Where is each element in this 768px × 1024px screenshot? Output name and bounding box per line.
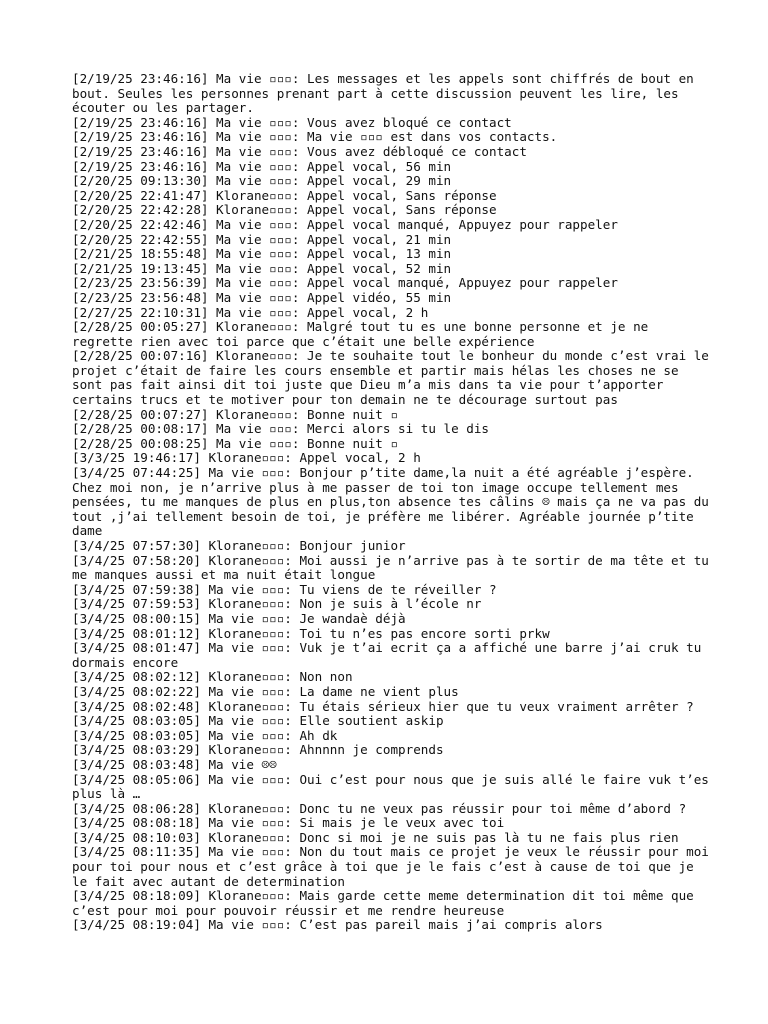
chat-line: [2/19/25 23:46:16] Ma vie ▫▫▫: Vous avez débloqué ce contact: [72, 143, 527, 159]
chat-line: [2/20/25 22:42:55] Ma vie ▫▫▫: Appel vocal, 21 min: [72, 231, 452, 247]
chat-line: [3/4/25 08:02:12] Klorane▫▫▫: Non non: [72, 669, 353, 685]
chat-line: [3/4/25 07:44:25] Ma vie ▫▫▫: Bonjour p’tite dame,la nuit a été agréable j’espère. Chez moi non, je n’arrive plus à me passer de toi ton image occupe tellement mes pensées, tu me manques de plus en plus,ton absence tes câlins ☹ mais ça ne va pas du tout ,j’ai tellement besoin de toi, je préfère me libérer. Agréable journée p’tite dame: [72, 465, 717, 539]
chat-export-page: [72, 71, 717, 933]
chat-line: [2/20/25 22:42:46] Ma vie ▫▫▫: Appel vocal manqué, Appuyez pour rappeler: [72, 216, 618, 232]
chat-line: [3/4/25 08:00:15] Ma vie ▫▫▫: Je wandaè déjà: [72, 610, 406, 626]
chat-line: [3/4/25 08:18:09] Klorane▫▫▫: Mais garde cette meme determination dit toi même que c’est pour moi pour pouvoir réussir et me rendre heureuse: [72, 888, 702, 918]
chat-line: [2/21/25 18:55:48] Ma vie ▫▫▫: Appel vocal, 13 min: [72, 246, 452, 262]
chat-line: [3/4/25 08:01:12] Klorane▫▫▫: Toi tu n’es pas encore sorti prkw: [72, 625, 550, 641]
chat-line: [3/4/25 08:03:05] Ma vie ▫▫▫: Ah dk: [72, 727, 338, 743]
chat-line: [3/4/25 08:01:47] Ma vie ▫▫▫: Vuk je t’ai ecrit ça a affiché une barre j’ai cruk tu dormais encore: [72, 640, 709, 670]
chat-line: [3/4/25 08:02:22] Ma vie ▫▫▫: La dame ne vient plus: [72, 683, 459, 699]
chat-line: [2/19/25 23:46:16] Ma vie ▫▫▫: Vous avez bloqué ce contact: [72, 114, 512, 130]
chat-line: [2/20/25 22:41:47] Klorane▫▫▫: Appel vocal, Sans réponse: [72, 187, 497, 203]
chat-line: [3/4/25 08:03:29] Klorane▫▫▫: Ahnnnn je comprends: [72, 742, 444, 758]
chat-line: [2/23/25 23:56:39] Ma vie ▫▫▫: Appel vocal manqué, Appuyez pour rappeler: [72, 275, 618, 291]
chat-line: [3/3/25 19:46:17] Klorane▫▫▫: Appel vocal, 2 h: [72, 450, 421, 466]
chat-line: [2/28/25 00:07:27] Klorane▫▫▫: Bonne nuit ▫: [72, 406, 399, 422]
chat-line: [3/4/25 07:58:20] Klorane▫▫▫: Moi aussi je n’arrive pas à te sortir de ma tête et tu me manques aussi et ma nuit était longue: [72, 552, 717, 583]
chat-line: [3/4/25 08:10:03] Klorane▫▫▫: Donc si moi je ne suis pas là tu ne fais plus rien: [72, 829, 679, 845]
chat-line: [3/4/25 07:57:30] Klorane▫▫▫: Bonjour junior: [72, 538, 406, 553]
chat-line: [2/19/25 23:46:16] Ma vie ▫▫▫: Les messages et les appels sont chiffrés de bout en bout. Seules les personnes prenant part à cette discussion peuvent les lire, les écouter ou les partager.: [72, 71, 702, 116]
chat-line: [2/28/25 00:08:25] Ma vie ▫▫▫: Bonne nuit ▫: [72, 435, 399, 451]
chat-line: [2/23/25 23:56:48] Ma vie ▫▫▫: Appel vidéo, 55 min: [72, 289, 452, 305]
chat-line: [2/21/25 19:13:45] Ma vie ▫▫▫: Appel vocal, 52 min: [72, 260, 452, 276]
chat-line: [2/28/25 00:08:17] Ma vie ▫▫▫: Merci alors si tu le dis: [72, 421, 490, 437]
chat-line: [2/20/25 22:42:28] Klorane▫▫▫: Appel vocal, Sans réponse: [72, 202, 497, 218]
chat-line: [2/28/25 00:07:16] Klorane▫▫▫: Je te souhaite tout le bonheur du monde c’est vrai le projet c’était de faire les cours ensemble et partir mais hélas les choses ne se sont pas fait ainsi dit toi juste que Dieu m’a mis dans ta vie pour t’apporter certains trucs et te motiver pour ton demain ne te décourage surtout pas: [72, 348, 717, 408]
chat-line: [2/28/25 00:05:27] Klorane▫▫▫: Malgré tout tu es une bonne personne et je ne regrette rien avec toi parce que c’était une belle expérience: [72, 319, 656, 349]
chat-line: [3/4/25 08:19:04] Ma vie ▫▫▫: C’est pas pareil mais j’ai compris alors: [72, 917, 603, 933]
chat-line: [3/4/25 07:59:53] Klorane▫▫▫: Non je suis à l’école nr: [72, 596, 482, 612]
chat-line: [3/4/25 08:03:05] Ma vie ▫▫▫: Elle soutient askip: [72, 713, 444, 729]
chat-line: [3/4/25 08:11:35] Ma vie ▫▫▫: Non du tout mais ce projet je veux le réussir pour moi pour toi pour nous et c’est grâce à toi que je le fais c’est à cause de toi que je le fait avec autant de determination: [72, 844, 717, 889]
chat-line: [2/19/25 23:46:16] Ma vie ▫▫▫: Ma vie ▫▫▫ est dans vos contacts.: [72, 129, 558, 145]
chat-line: [3/4/25 07:59:38] Ma vie ▫▫▫: Tu viens de te réveiller ?: [72, 581, 497, 597]
chat-line: [3/4/25 08:05:06] Ma vie ▫▫▫: Oui c’est pour nous que je suis allé le faire vuk t’es plus là …: [72, 771, 717, 802]
chat-line: [2/20/25 09:13:30] Ma vie ▫▫▫: Appel vocal, 29 min: [72, 173, 452, 189]
chat-line: [2/27/25 22:10:31] Ma vie ▫▫▫: Appel vocal, 2 h: [72, 304, 429, 320]
chat-line: [3/4/25 08:08:18] Ma vie ▫▫▫: Si mais je le veux avec toi: [72, 815, 505, 831]
chat-line: [3/4/25 08:03:48] Ma vie ☹☹: [72, 756, 277, 772]
chat-line: [2/19/25 23:46:16] Ma vie ▫▫▫: Appel vocal, 56 min: [72, 158, 452, 174]
chat-line: [3/4/25 08:02:48] Klorane▫▫▫: Tu étais sérieux hier que tu veux vraiment arrêter ?: [72, 698, 694, 714]
chat-line: [3/4/25 08:06:28] Klorane▫▫▫: Donc tu ne veux pas réussir pour toi même d’abord ?: [72, 800, 687, 816]
